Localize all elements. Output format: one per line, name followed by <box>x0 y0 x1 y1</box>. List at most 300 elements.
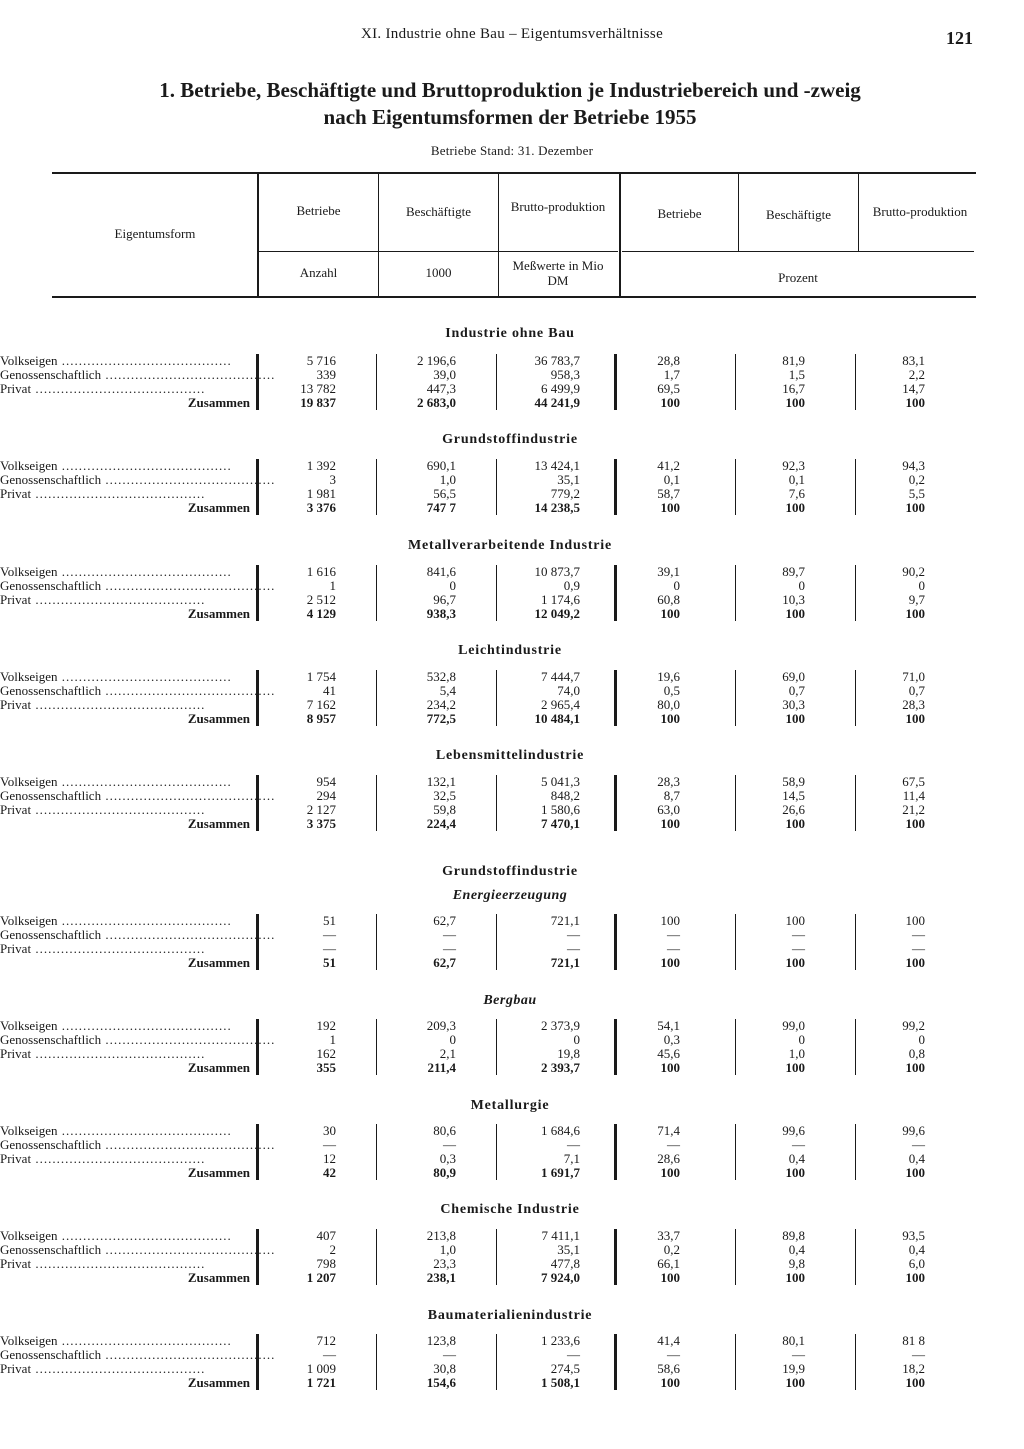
label-privat-text: Privat <box>0 941 32 956</box>
section-group <box>0 1334 1024 1394</box>
cell-betriebe-anzahl: 1 <box>329 578 336 593</box>
cell-bruttoproduktion-mio-dm: 1 580,6 <box>541 802 580 817</box>
table-row <box>0 1243 1024 1257</box>
cell-betriebe-anzahl: 1 392 <box>306 458 336 473</box>
cell-betriebe-anzahl: 42 <box>323 1165 336 1180</box>
label-zusammen: Zusammen <box>187 816 250 831</box>
cell-bruttoproduktion-prozent: 100 <box>905 711 925 726</box>
cell-beschaeftigte-1000: 62,7 <box>433 955 456 970</box>
cell-bruttoproduktion-mio-dm: 1 233,6 <box>541 1333 580 1348</box>
cell-betriebe-anzahl: 7 162 <box>306 697 336 712</box>
label-zusammen: Zusammen <box>187 500 250 515</box>
cell-bruttoproduktion-mio-dm: 13 424,1 <box>534 458 580 473</box>
table-row <box>0 775 1024 789</box>
label-genossenschaftlich-text: Genossenschaftlich <box>0 472 102 487</box>
cell-beschaeftigte-1000: 841,6 <box>426 564 456 579</box>
cell-beschaeftigte-1000: 2 683,0 <box>417 395 456 410</box>
table-row <box>0 579 1024 593</box>
leader-dots: ........................................ <box>101 578 276 593</box>
cell-beschaeftigte-prozent: 26,6 <box>782 802 805 817</box>
label-genossenschaftlich-text: Genossenschaftlich <box>0 927 102 942</box>
label-privat <box>0 1152 250 1166</box>
cell-betriebe-prozent: 69,5 <box>657 381 680 396</box>
cell-bruttoproduktion-prozent: — <box>912 1137 925 1152</box>
cell-betriebe-prozent: 100 <box>660 1060 680 1075</box>
cell-beschaeftigte-prozent: 1,5 <box>788 367 805 382</box>
cell-bruttoproduktion-prozent: 90,2 <box>902 564 925 579</box>
cell-betriebe-prozent: 0 <box>673 578 680 593</box>
cell-beschaeftigte-prozent: 100 <box>785 1270 805 1285</box>
cell-beschaeftigte-prozent: 89,7 <box>782 564 805 579</box>
cell-betriebe-prozent: 28,6 <box>657 1151 680 1166</box>
section-group <box>0 354 1024 414</box>
unit-messwerte: Meßwerte in Mio DM <box>512 258 604 288</box>
cell-betriebe-prozent: 41,4 <box>657 1333 680 1348</box>
label-zusammen: Zusammen <box>187 1165 250 1180</box>
cell-betriebe-prozent: 58,6 <box>657 1361 680 1376</box>
table-row <box>0 670 1024 684</box>
cell-bruttoproduktion-mio-dm: 7 924,0 <box>541 1270 580 1285</box>
cell-beschaeftigte-1000: 690,1 <box>426 458 456 473</box>
cell-betriebe-prozent: 39,1 <box>657 564 680 579</box>
section-title: Baumaterialienindustrie <box>427 1308 593 1323</box>
table-row <box>0 789 1024 803</box>
cell-beschaeftigte-prozent: 100 <box>785 1165 805 1180</box>
leader-dots: ........................................ <box>57 1333 232 1348</box>
cell-bruttoproduktion-mio-dm: 14 238,5 <box>534 500 580 515</box>
cell-bruttoproduktion-mio-dm: 7 444,7 <box>541 669 580 684</box>
cell-bruttoproduktion-prozent: 100 <box>905 955 925 970</box>
cell-beschaeftigte-1000: — <box>443 927 456 942</box>
label-genossenschaftlich <box>0 472 276 487</box>
label-genossenschaftlich-text: Genossenschaftlich <box>0 788 102 803</box>
header-unit-rule-left <box>258 251 618 252</box>
table-row <box>0 487 1024 501</box>
cell-betriebe-anzahl: 4 129 <box>306 606 336 621</box>
cell-bruttoproduktion-prozent: 67,5 <box>902 774 925 789</box>
cell-bruttoproduktion-prozent: 100 <box>905 395 925 410</box>
label-genossenschaftlich <box>0 927 276 942</box>
header-divider <box>858 174 859 252</box>
leader-dots: ........................................ <box>31 381 206 396</box>
cell-beschaeftigte-prozent: 100 <box>785 711 805 726</box>
cell-beschaeftigte-prozent: 0 <box>798 1032 805 1047</box>
table-row <box>0 942 1024 956</box>
table-row <box>0 1019 1024 1033</box>
cell-beschaeftigte-prozent: 0,7 <box>788 683 805 698</box>
cell-betriebe-prozent: 100 <box>660 606 680 621</box>
leader-dots: ........................................ <box>31 697 206 712</box>
cell-betriebe-anzahl: 1 721 <box>306 1375 336 1390</box>
cell-betriebe-prozent: — <box>667 941 680 956</box>
leader-dots: ........................................ <box>101 1032 276 1047</box>
leader-dots: ........................................ <box>57 1123 232 1138</box>
cell-bruttoproduktion-prozent: 0 <box>918 1032 925 1047</box>
cell-beschaeftigte-prozent: 9,8 <box>788 1256 805 1271</box>
cell-bruttoproduktion-mio-dm: 1 174,6 <box>541 592 580 607</box>
cell-beschaeftigte-prozent: 99,0 <box>782 1018 805 1033</box>
total-row <box>0 396 1024 410</box>
cell-bruttoproduktion-mio-dm: — <box>567 927 580 942</box>
label-genossenschaftlich-text: Genossenschaftlich <box>0 578 102 593</box>
cell-betriebe-prozent: 80,0 <box>657 697 680 712</box>
cell-betriebe-prozent: 100 <box>660 711 680 726</box>
label-privat-text: Privat <box>0 1361 32 1376</box>
cell-bruttoproduktion-prozent: 0,4 <box>908 1151 925 1166</box>
cell-bruttoproduktion-mio-dm: 6 499,9 <box>541 381 580 396</box>
cell-betriebe-prozent: — <box>667 1347 680 1362</box>
cell-bruttoproduktion-mio-dm: 10 484,1 <box>534 711 580 726</box>
cell-betriebe-prozent: 100 <box>660 395 680 410</box>
cell-bruttoproduktion-mio-dm: 2 965,4 <box>541 697 580 712</box>
label-privat-text: Privat <box>0 486 32 501</box>
label-volkseigen <box>0 1124 250 1138</box>
label-zusammen: Zusammen <box>187 1375 250 1390</box>
header-beschaeftigte-pct: Beschäftigte <box>766 207 831 222</box>
cell-beschaeftigte-1000: 0 <box>449 1032 456 1047</box>
running-head: XI. Industrie ohne Bau – Eigentumsverhältnisse <box>360 26 664 42</box>
cell-betriebe-anzahl: 1 009 <box>306 1361 336 1376</box>
table-title-line-2: nach Eigentumsformen der Betriebe 1955 <box>323 105 697 129</box>
cell-beschaeftigte-prozent: 0,4 <box>788 1151 805 1166</box>
cell-betriebe-prozent: 1,7 <box>663 367 680 382</box>
leader-dots: ........................................ <box>101 367 276 382</box>
unit-prozent: Prozent <box>778 270 818 285</box>
cell-bruttoproduktion-mio-dm: 721,1 <box>550 955 580 970</box>
table-row <box>0 698 1024 712</box>
cell-betriebe-anzahl: 3 375 <box>306 816 336 831</box>
cell-bruttoproduktion-mio-dm: 274,5 <box>550 1361 580 1376</box>
cell-beschaeftigte-prozent: 100 <box>785 913 805 928</box>
cell-beschaeftigte-1000: 80,6 <box>433 1123 456 1138</box>
leader-dots: ........................................ <box>101 1242 276 1257</box>
cell-betriebe-anzahl: 1 616 <box>306 564 336 579</box>
cell-beschaeftigte-1000: 213,8 <box>426 1228 456 1243</box>
label-zusammen: Zusammen <box>187 711 250 726</box>
cell-betriebe-anzahl: — <box>323 941 336 956</box>
cell-beschaeftigte-1000: 1,0 <box>439 472 456 487</box>
cell-beschaeftigte-prozent: 7,6 <box>788 486 805 501</box>
section-group <box>0 775 1024 835</box>
table-row <box>0 928 1024 942</box>
cell-bruttoproduktion-mio-dm: 848,2 <box>550 788 580 803</box>
cell-betriebe-prozent: 100 <box>660 1375 680 1390</box>
cell-beschaeftigte-1000: 23,3 <box>433 1256 456 1271</box>
table-row <box>0 473 1024 487</box>
leader-dots: ........................................ <box>57 774 232 789</box>
label-zusammen: Zusammen <box>187 1060 250 1075</box>
cell-beschaeftigte-1000: 154,6 <box>426 1375 456 1390</box>
cell-bruttoproduktion-prozent: 6,0 <box>908 1256 925 1271</box>
cell-bruttoproduktion-prozent: 0,7 <box>908 683 925 698</box>
total-row <box>0 817 1024 831</box>
label-genossenschaftlich <box>0 788 276 803</box>
header-bruttoproduktion-pct: Brutto-produktion <box>872 204 968 219</box>
cell-betriebe-prozent: 19,6 <box>657 669 680 684</box>
cell-bruttoproduktion-mio-dm: 74,0 <box>557 683 580 698</box>
cell-bruttoproduktion-mio-dm: 12 049,2 <box>534 606 580 621</box>
label-privat-text: Privat <box>0 1046 32 1061</box>
table-row <box>0 1033 1024 1047</box>
leader-dots: ........................................ <box>101 683 276 698</box>
cell-beschaeftigte-1000: 747 7 <box>426 500 456 515</box>
section-group <box>0 914 1024 974</box>
cell-betriebe-anzahl: 798 <box>316 1256 336 1271</box>
label-privat-text: Privat <box>0 592 32 607</box>
cell-betriebe-prozent: 100 <box>660 816 680 831</box>
cell-bruttoproduktion-mio-dm: 5 041,3 <box>541 774 580 789</box>
cell-beschaeftigte-prozent: 92,3 <box>782 458 805 473</box>
cell-bruttoproduktion-prozent: 9,7 <box>908 592 925 607</box>
label-genossenschaftlich <box>0 578 276 593</box>
label-genossenschaftlich <box>0 367 276 382</box>
leader-dots: ........................................ <box>31 802 206 817</box>
supersection-title: Grundstoffindustrie <box>442 864 578 879</box>
unit-1000: 1000 <box>425 265 452 280</box>
cell-bruttoproduktion-prozent: 71,0 <box>902 669 925 684</box>
cell-betriebe-prozent: 66,1 <box>657 1256 680 1271</box>
leader-dots: ........................................ <box>101 927 276 942</box>
cell-beschaeftigte-1000: 56,5 <box>433 486 456 501</box>
table-row <box>0 1138 1024 1152</box>
cell-betriebe-anzahl: 162 <box>316 1046 336 1061</box>
cell-beschaeftigte-1000: 224,4 <box>426 816 456 831</box>
leader-dots: ........................................ <box>101 472 276 487</box>
label-privat <box>0 593 250 607</box>
table-row <box>0 1047 1024 1061</box>
leader-dots: ........................................ <box>57 353 232 368</box>
cell-betriebe-prozent: 0,1 <box>663 472 680 487</box>
cell-bruttoproduktion-prozent: 99,6 <box>902 1123 925 1138</box>
label-genossenschaftlich <box>0 1032 276 1047</box>
label-privat <box>0 698 250 712</box>
cell-betriebe-anzahl: 1 207 <box>306 1270 336 1285</box>
leader-dots: ........................................ <box>57 669 232 684</box>
cell-beschaeftigte-1000: 5,4 <box>439 683 456 698</box>
total-row <box>0 607 1024 621</box>
section-title: Lebensmittelindustrie <box>435 748 585 763</box>
cell-betriebe-anzahl: 13 782 <box>300 381 336 396</box>
cell-bruttoproduktion-mio-dm: — <box>567 941 580 956</box>
cell-betriebe-anzahl: 2 <box>329 1242 336 1257</box>
cell-beschaeftigte-1000: 772,5 <box>426 711 456 726</box>
cell-beschaeftigte-1000: 132,1 <box>426 774 456 789</box>
cell-bruttoproduktion-mio-dm: 35,1 <box>557 472 580 487</box>
cell-beschaeftigte-1000: 62,7 <box>433 913 456 928</box>
table-row <box>0 1348 1024 1362</box>
total-row <box>0 1166 1024 1180</box>
label-genossenschaftlich <box>0 683 276 698</box>
cell-bruttoproduktion-prozent: — <box>912 1347 925 1362</box>
cell-betriebe-anzahl: — <box>323 927 336 942</box>
cell-bruttoproduktion-mio-dm: 36 783,7 <box>534 353 580 368</box>
cell-beschaeftigte-1000: 59,8 <box>433 802 456 817</box>
label-privat <box>0 487 250 501</box>
label-privat <box>0 1362 250 1376</box>
cell-bruttoproduktion-prozent: 100 <box>905 913 925 928</box>
leader-dots: ........................................ <box>31 592 206 607</box>
cell-bruttoproduktion-prozent: — <box>912 927 925 942</box>
cell-beschaeftigte-prozent: 100 <box>785 1375 805 1390</box>
cell-bruttoproduktion-prozent: 83,1 <box>902 353 925 368</box>
leader-dots: ........................................ <box>31 941 206 956</box>
cell-beschaeftigte-1000: 2 196,6 <box>417 353 456 368</box>
cell-betriebe-prozent: 41,2 <box>657 458 680 473</box>
cell-betriebe-anzahl: 1 981 <box>306 486 336 501</box>
cell-beschaeftigte-prozent: 19,9 <box>782 1361 805 1376</box>
leader-dots: ........................................ <box>101 1137 276 1152</box>
label-volkseigen-text: Volkseigen <box>0 774 58 789</box>
cell-betriebe-prozent: 54,1 <box>657 1018 680 1033</box>
section-title: Grundstoffindustrie <box>442 432 578 447</box>
cell-beschaeftigte-prozent: 100 <box>785 816 805 831</box>
cell-bruttoproduktion-mio-dm: 477,8 <box>550 1256 580 1271</box>
leader-dots: ........................................ <box>31 486 206 501</box>
total-row <box>0 1376 1024 1390</box>
header-beschaeftigte: Beschäftigte <box>406 204 471 219</box>
cell-betriebe-anzahl: 954 <box>316 774 336 789</box>
table-row <box>0 1257 1024 1271</box>
cell-beschaeftigte-prozent: 100 <box>785 1060 805 1075</box>
header-top-rule <box>52 172 976 174</box>
label-volkseigen <box>0 1229 250 1243</box>
cell-beschaeftigte-1000: 32,5 <box>433 788 456 803</box>
cell-betriebe-anzahl: 5 716 <box>306 353 336 368</box>
leader-dots: ........................................ <box>31 1361 206 1376</box>
table-row <box>0 1152 1024 1166</box>
total-row <box>0 1271 1024 1285</box>
table-row <box>0 382 1024 396</box>
section-title: Energieerzeugung <box>452 888 568 903</box>
cell-bruttoproduktion-prozent: 28,3 <box>902 697 925 712</box>
cell-bruttoproduktion-mio-dm: 44 241,9 <box>534 395 580 410</box>
leader-dots: ........................................ <box>57 1228 232 1243</box>
label-genossenschaftlich-text: Genossenschaftlich <box>0 1032 102 1047</box>
label-volkseigen <box>0 1019 250 1033</box>
cell-beschaeftigte-prozent: 58,9 <box>782 774 805 789</box>
cell-betriebe-prozent: 8,7 <box>663 788 680 803</box>
header-betriebe-pct: Betriebe <box>657 206 702 221</box>
label-volkseigen-text: Volkseigen <box>0 669 58 684</box>
cell-beschaeftigte-prozent: 89,8 <box>782 1228 805 1243</box>
cell-bruttoproduktion-prozent: 99,2 <box>902 1018 925 1033</box>
label-privat <box>0 1047 250 1061</box>
label-privat <box>0 803 250 817</box>
table-row <box>0 565 1024 579</box>
leader-dots: ........................................ <box>57 564 232 579</box>
table-row <box>0 1334 1024 1348</box>
label-privat <box>0 1257 250 1271</box>
cell-betriebe-prozent: 100 <box>660 913 680 928</box>
cell-betriebe-anzahl: 19 837 <box>300 395 336 410</box>
label-genossenschaftlich-text: Genossenschaftlich <box>0 683 102 698</box>
label-volkseigen-text: Volkseigen <box>0 1018 58 1033</box>
cell-betriebe-prozent: 100 <box>660 1270 680 1285</box>
cell-bruttoproduktion-prozent: 11,4 <box>902 788 925 803</box>
label-volkseigen <box>0 565 250 579</box>
cell-bruttoproduktion-mio-dm: 958,3 <box>550 367 580 382</box>
label-genossenschaftlich <box>0 1137 276 1152</box>
cell-beschaeftigte-1000: 532,8 <box>426 669 456 684</box>
cell-bruttoproduktion-mio-dm: 19,8 <box>557 1046 580 1061</box>
header-unit-rule-right <box>622 251 974 252</box>
header-divider <box>498 174 499 296</box>
cell-betriebe-prozent: 28,8 <box>657 353 680 368</box>
cell-beschaeftigte-prozent: 100 <box>785 606 805 621</box>
cell-beschaeftigte-prozent: 14,5 <box>782 788 805 803</box>
cell-beschaeftigte-prozent: 100 <box>785 500 805 515</box>
cell-beschaeftigte-prozent: 10,3 <box>782 592 805 607</box>
cell-betriebe-prozent: 33,7 <box>657 1228 680 1243</box>
table-row <box>0 354 1024 368</box>
label-volkseigen <box>0 459 250 473</box>
cell-beschaeftigte-prozent: — <box>792 927 805 942</box>
table-row <box>0 684 1024 698</box>
table-row <box>0 459 1024 473</box>
label-zusammen: Zusammen <box>187 955 250 970</box>
cell-betriebe-anzahl: 712 <box>316 1333 336 1348</box>
cell-bruttoproduktion-mio-dm: 1 691,7 <box>541 1165 580 1180</box>
cell-betriebe-anzahl: 1 754 <box>306 669 336 684</box>
section-title: Industrie ohne Bau <box>445 326 575 341</box>
cell-betriebe-anzahl: 3 376 <box>306 500 336 515</box>
leader-dots: ........................................ <box>57 1018 232 1033</box>
label-volkseigen-text: Volkseigen <box>0 353 58 368</box>
leader-dots: ........................................ <box>101 1347 276 1362</box>
cell-betriebe-prozent: 60,8 <box>657 592 680 607</box>
page-number: 121 <box>946 28 973 48</box>
cell-beschaeftigte-1000: 938,3 <box>426 606 456 621</box>
section-title: Leichtindustrie <box>458 643 562 658</box>
cell-betriebe-prozent: 58,7 <box>657 486 680 501</box>
section-group <box>0 459 1024 519</box>
cell-beschaeftigte-1000: 123,8 <box>426 1333 456 1348</box>
label-volkseigen-text: Volkseigen <box>0 1333 58 1348</box>
cell-bruttoproduktion-mio-dm: 0 <box>573 1032 580 1047</box>
cell-betriebe-anzahl: 355 <box>316 1060 336 1075</box>
cell-beschaeftigte-1000: 211,4 <box>427 1060 456 1075</box>
cell-bruttoproduktion-prozent: — <box>912 941 925 956</box>
section-group <box>0 1229 1024 1289</box>
cell-bruttoproduktion-mio-dm: 2 373,9 <box>541 1018 580 1033</box>
header-betriebe: Betriebe <box>296 203 341 218</box>
cell-betriebe-prozent: 100 <box>660 955 680 970</box>
section-group <box>0 1019 1024 1079</box>
cell-betriebe-prozent: 100 <box>660 500 680 515</box>
cell-beschaeftigte-prozent: 80,1 <box>782 1333 805 1348</box>
cell-beschaeftigte-prozent: 100 <box>785 395 805 410</box>
cell-beschaeftigte-1000: 0 <box>449 578 456 593</box>
header-stub: Eigentumsform <box>114 226 196 241</box>
cell-betriebe-anzahl: 3 <box>329 472 336 487</box>
cell-bruttoproduktion-prozent: 100 <box>905 606 925 621</box>
section-title: Metallurgie <box>470 1098 550 1113</box>
label-privat-text: Privat <box>0 1256 32 1271</box>
cell-bruttoproduktion-mio-dm: 7 470,1 <box>541 816 580 831</box>
cell-betriebe-anzahl: 2 512 <box>306 592 336 607</box>
label-privat-text: Privat <box>0 802 32 817</box>
cell-bruttoproduktion-prozent: 100 <box>905 1165 925 1180</box>
cell-betriebe-prozent: 0,2 <box>663 1242 680 1257</box>
cell-bruttoproduktion-prozent: 14,7 <box>902 381 925 396</box>
leader-dots: ........................................ <box>31 1046 206 1061</box>
label-privat-text: Privat <box>0 1151 32 1166</box>
cell-beschaeftigte-prozent: 0 <box>798 578 805 593</box>
cell-betriebe-anzahl: — <box>323 1347 336 1362</box>
cell-betriebe-prozent: 0,5 <box>663 683 680 698</box>
cell-beschaeftigte-1000: 0,3 <box>439 1151 456 1166</box>
cell-bruttoproduktion-prozent: 100 <box>905 1060 925 1075</box>
